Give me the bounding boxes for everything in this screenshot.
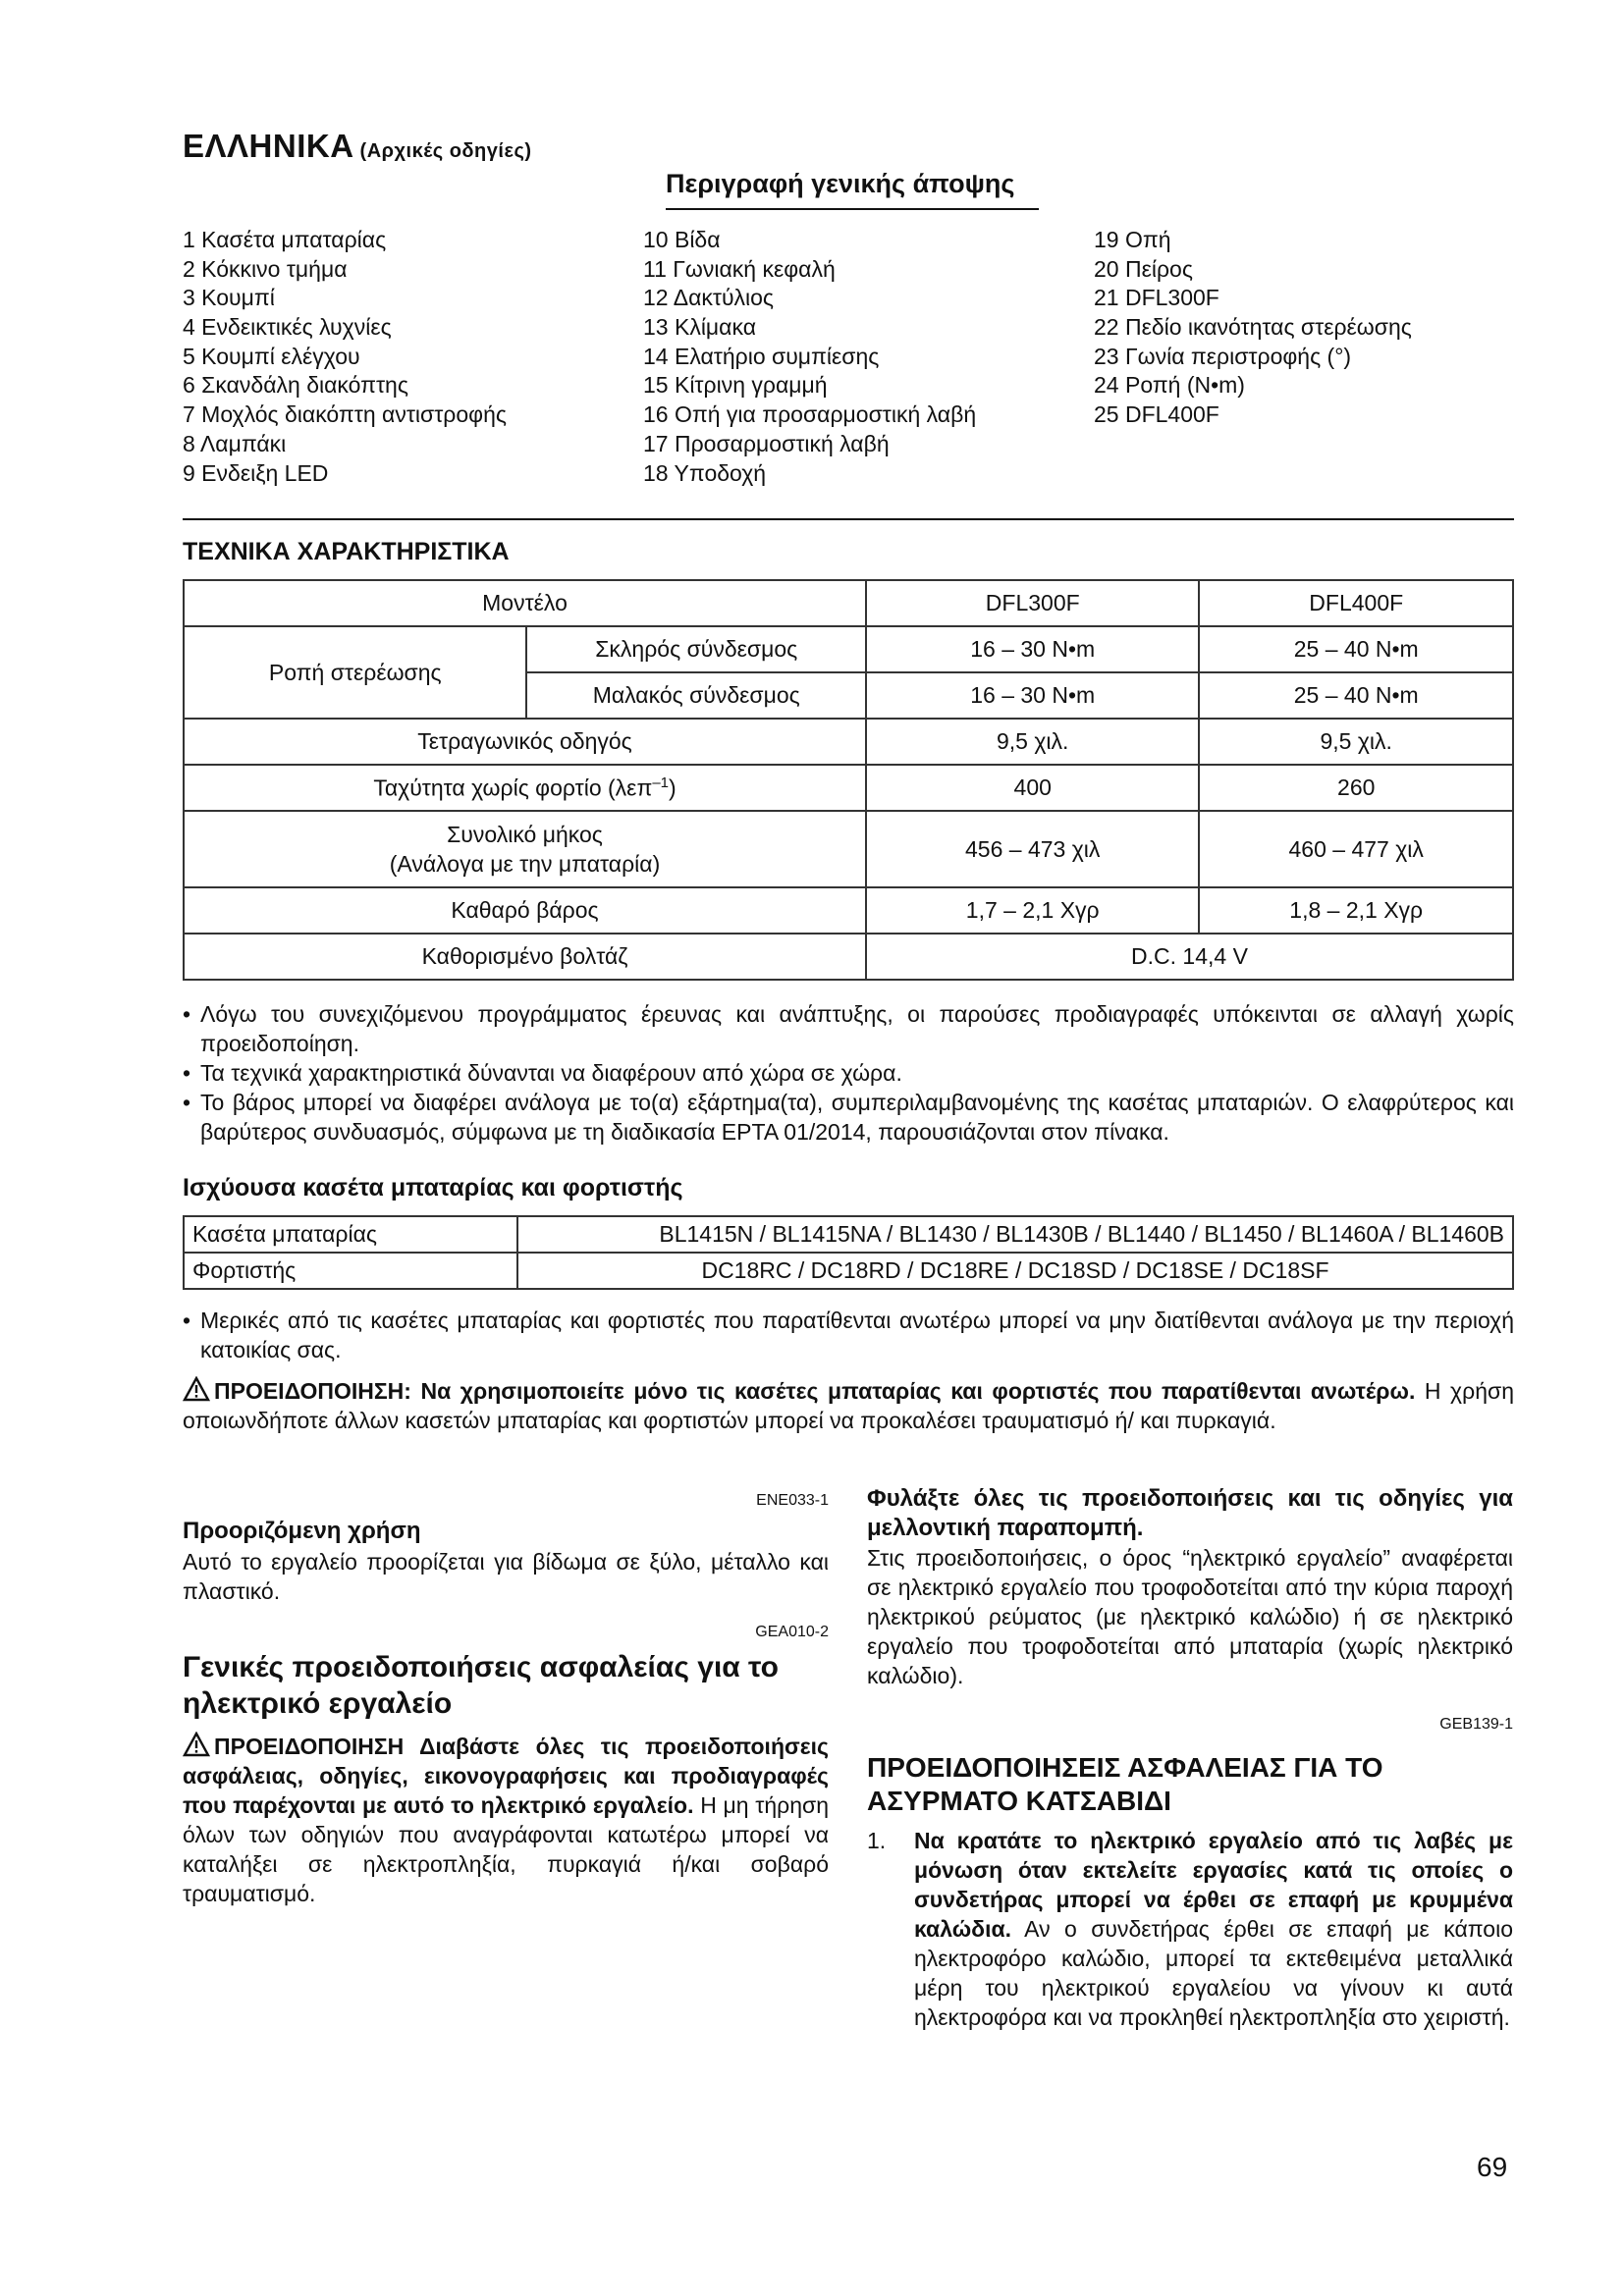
part-item: 22 Πεδίο ικανότητας στερέωσης [1094, 314, 1412, 341]
doc-code: ENE033-1 [756, 1492, 829, 1509]
part-item: 23 Γωνία περιστροφής (°) [1094, 343, 1352, 369]
table-row [184, 765, 1513, 811]
no-load-speed-label [184, 765, 866, 811]
spec-note [183, 1088, 1514, 1147]
language-title: ΕΛΛΗΝΙΚΑ [183, 128, 354, 164]
warning-triangle-icon [183, 1732, 210, 1757]
part-item: 2 Κόκκινο τμήμα [183, 255, 348, 282]
part-item: 15 Κίτρινη γραμμή [643, 372, 828, 399]
table-row [184, 580, 1513, 626]
battery-warning [183, 1376, 1514, 1435]
part-item: 11 Γωνιακή κεφαλή [643, 255, 836, 282]
doc-code: GEA010-2 [755, 1624, 829, 1640]
table-cell: 400 [866, 765, 1199, 811]
table-row [184, 811, 1513, 887]
part-item: 5 Κουμπί ελέγχου [183, 343, 360, 369]
bullet: • [183, 1060, 191, 1086]
table-cell: 16 – 30 N•m [866, 672, 1199, 719]
part-item: 18 Υποδοχή [643, 459, 767, 486]
battery-note [183, 1306, 1514, 1364]
doc-code: GEB139-1 [1439, 1716, 1513, 1733]
torque-label: Ροπή στερέωσης [184, 626, 526, 719]
warning-text: Η χρήση οποιωνδήποτε άλλων κασετών μπαταρίας και φορτιστών μπορεί να προκαλέσει τραυματισμό ή/ και πυρκαγιά. [183, 1378, 1514, 1433]
save-warnings-title: Φυλάξτε όλες τις προειδοποιήσεις και τις οδηγίες για μελλοντική παραπομπή. [867, 1485, 1513, 1541]
specs-heading: ΤΕΧΝΙΚΑ ΧΑΡΑΚΤΗΡΙΣΤΙΚΑ [183, 538, 510, 565]
parts-list-col3 [1094, 226, 1412, 430]
part-item: 8 Λαμπάκι [183, 430, 287, 456]
part-item: 10 Βίδα [643, 227, 721, 252]
no-load-close: ) [669, 774, 677, 801]
part-item: 7 Μοχλός διακόπτη αντιστροφής [183, 401, 507, 428]
battery-heading: Ισχύουσα κασέτα μπαταρίας και φορτιστής [183, 1174, 683, 1201]
charger-value: DC18RC / DC18RD / DC18RE / DC18SD / DC18SE / DC18SF [517, 1253, 1513, 1289]
general-warning [183, 1732, 829, 1908]
warning-bold-text: ΠΡΟΕΙΔΟΠΟΙΗΣΗ: Να χρησιμοποιείτε μόνο τις κασέτες μπαταρίας και φορτιστές που παρατίθενται ανωτέρω. [214, 1378, 1416, 1404]
table-row [184, 719, 1513, 765]
model-dfl300f: DFL300F [866, 580, 1199, 626]
spec-note [183, 1058, 1514, 1088]
battery-note-text: Μερικές από τις κασέτες μπαταρίας και φορτιστές που παρατίθενται ανωτέρω μπορεί να μην διατίθενται ανάλογα με την περιοχή κατοικίας σας. [200, 1308, 1514, 1362]
table-row [184, 1216, 1513, 1253]
warning-triangle-icon [183, 1376, 210, 1402]
table-cell: 9,5 χιλ. [1199, 719, 1513, 765]
table-cell: 1,7 – 2,1 Χγρ [866, 887, 1199, 934]
table-cell: 25 – 40 N•m [1199, 672, 1513, 719]
net-weight-label: Καθαρό βάρος [184, 887, 866, 934]
table-cell: 25 – 40 N•m [1199, 626, 1513, 672]
part-item: 17 Προσαρμοστική λαβή [643, 430, 890, 456]
model-label: Μοντέλο [184, 580, 866, 626]
table-cell: 456 – 473 χιλ [866, 811, 1199, 887]
table-cell: 260 [1199, 765, 1513, 811]
cordless-safety-title: ΠΡΟΕΙΔΟΠΟΙΗΣΕΙΣ ΑΣΦΑΛΕΙΑΣ ΓΙΑ ΤΟ ΑΣΥΡΜΑΤΟ ΚΑΤΣΑΒΙΔΙ [867, 1752, 1383, 1816]
spec-note-text: Τα τεχνικά χαρακτηριστικά δύνανται να διαφέρουν από χώρα σε χώρα. [200, 1060, 902, 1086]
save-warnings-text: Στις προειδοποιήσεις, ο όρος “ηλεκτρικό εργαλείο” αναφέρεται σε ηλεκτρικό εργαλείο που τροφοδοτείται από την κύρια παροχή ηλεκτρικού ρεύματος (με ηλεκτρικό καλώδιο) ή σε ηλεκτρικό εργαλείο που τροφοδοτείται από μπαταρία (χωρίς ηλεκτρικό καλώδιο). [867, 1545, 1513, 1688]
part-item: 9 Ενδειξη LED [183, 459, 329, 486]
page-number: 69 [1477, 2152, 1508, 2182]
battery-cartridge-value: BL1415N / BL1415NA / BL1430 / BL1430B / BL1440 / BL1450 / BL1460A / BL1460B [517, 1216, 1513, 1253]
length-label-line1: Συνολικό μήκος [447, 822, 603, 847]
section-divider [183, 518, 1514, 520]
specs-table [183, 579, 1514, 981]
table-row [184, 1253, 1513, 1289]
item-bold-text: Να κρατάτε το ηλεκτρικό εργαλείο από τις λαβές με μόνωση όταν εκτελείτε εργασίες κατά τις οποίες ο συνδετήρας μπορεί να έρθει σε επαφή με κρυμμένα καλώδια. [914, 1828, 1513, 1942]
hard-joint-label: Σκληρός σύνδεσμος [526, 626, 866, 672]
overview-underline [666, 208, 1039, 210]
intended-use-title: Προοριζόμενη χρήση [183, 1518, 421, 1544]
table-row [184, 934, 1513, 980]
table-cell: 9,5 χιλ. [866, 719, 1199, 765]
general-warning-bold: ΠΡΟΕΙΔΟΠΟΙΗΣΗ Διαβάστε όλες τις προειδοποιήσεις ασφάλειας, οδηγίες, εικονογραφήσεις και προδιαγραφές που παρέχονται με αυτό το ηλεκτρικό εργαλείο. [183, 1734, 829, 1818]
parts-list-col2 [643, 226, 976, 488]
table-cell: 460 – 477 χιλ [1199, 811, 1513, 887]
no-load-exponent: –1 [652, 774, 669, 791]
soft-joint-label: Μαλακός σύνδεσμος [526, 672, 866, 719]
safety-item-1 [867, 1826, 1513, 2032]
part-item: 4 Ενδεικτικές λυχνίες [183, 314, 392, 341]
table-row [184, 626, 1513, 672]
spec-note-text: Λόγω του συνεχιζόμενου προγράμματος έρευνας και ανάπτυξης, οι παρούσες προδιαγραφές υπόκεινται σε αλλαγή χωρίς προειδοποίηση. [200, 1001, 1514, 1056]
charger-label: Φορτιστής [184, 1253, 517, 1289]
bullet: • [183, 1001, 191, 1027]
table-cell: 16 – 30 N•m [866, 626, 1199, 672]
item-number: 1. [867, 1828, 887, 1853]
no-load-text: Ταχύτητα χωρίς φορτίο (λεπ [373, 774, 653, 801]
square-drive-label: Τετραγωνικός οδηγός [184, 719, 866, 765]
general-warning-text: Η μη τήρηση όλων των οδηγιών που αναγράφονται κατωτέρω μπορεί να καταλήξει σε ηλεκτροπληξία, πυρκαγιά ή/και σοβαρό τραυματισμό. [183, 1792, 830, 1906]
part-item: 16 Οπή για προσαρμοστική λαβή [643, 401, 977, 428]
general-warnings-title: Γενικές προειδοποιήσεις ασφαλείας για το ηλεκτρικό εργαλείο [183, 1651, 779, 1720]
part-item: 24 Ροπή (N•m) [1094, 372, 1245, 399]
spec-note [183, 999, 1514, 1058]
item-body [914, 1826, 1513, 2032]
part-item: 25 DFL400F [1094, 401, 1219, 428]
table-row [184, 887, 1513, 934]
parts-list-col1 [183, 226, 507, 488]
rated-voltage-label: Καθορισμένο βολτάζ [184, 934, 866, 980]
part-item: 14 Ελατήριο συμπίεσης [643, 343, 880, 369]
part-item: 20 Πείρος [1094, 255, 1193, 282]
spec-note-text: Το βάρος μπορεί να διαφέρει ανάλογα με το(α) εξάρτημα(τα), συμπεριλαμβανομένης της κασέτας μπαταριών. Ο ελαφρύτερος και βαρύτερος συνδυασμός, σύμφωνα με τη διαδικασία EPTA 01/2014, παρουσιάζονται στον πίνακα. [200, 1090, 1514, 1145]
table-cell: 1,8 – 2,1 Χγρ [1199, 887, 1513, 934]
length-label-line2: (Ανάλογα με την μπαταρία) [389, 851, 661, 877]
item-text: Αν ο συνδετήρας έρθει σε επαφή με κάποιο ηλεκτροφόρο καλώδιο, μπορεί τα εκτεθειμένα μεταλλικά μέρη του ηλεκτρικού εργαλείου να γίνουν κι αυτά ηλεκτροφόρα και να προκληθεί ηλεκτροπληξία στο χειριστή. [914, 1916, 1513, 2030]
rated-voltage-value: D.C. 14,4 V [866, 934, 1513, 980]
part-item: 6 Σκανδάλη διακόπτης [183, 372, 408, 399]
language-subtitle: (Αρχικές οδηγίες) [359, 140, 532, 162]
part-item: 19 Οπή [1094, 227, 1171, 252]
intended-use-text: Αυτό το εργαλείο προορίζεται για βίδωμα σε ξύλο, μέταλλο και πλαστικό. [183, 1549, 829, 1604]
battery-table [183, 1215, 1514, 1290]
bullet: • [183, 1090, 191, 1115]
overall-length-label [184, 811, 866, 887]
battery-cartridge-label: Κασέτα μπαταρίας [184, 1216, 517, 1253]
language-heading [183, 128, 532, 165]
bullet: • [183, 1308, 191, 1333]
part-item: 13 Κλίμακα [643, 314, 756, 341]
model-dfl400f: DFL400F [1199, 580, 1513, 626]
part-item: 12 Δακτύλιος [643, 285, 775, 311]
part-item: 21 DFL300F [1094, 285, 1219, 311]
part-item: 1 Κασέτα μπαταρίας [183, 227, 387, 252]
overview-title: Περιγραφή γενικής άποψης [666, 169, 1015, 198]
part-item: 3 Κουμπί [183, 285, 275, 311]
